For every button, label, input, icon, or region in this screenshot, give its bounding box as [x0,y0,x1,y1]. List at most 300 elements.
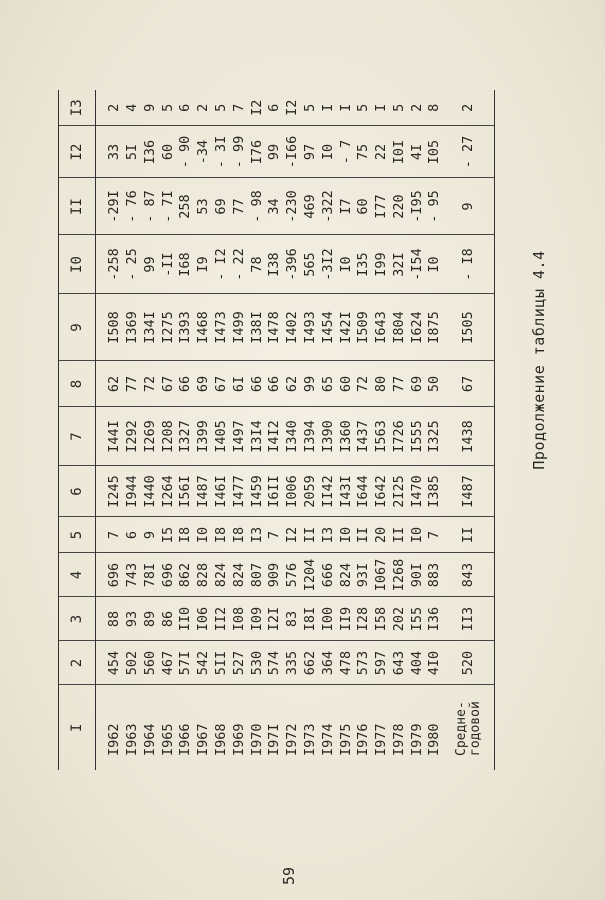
table-cell: -258 [96,235,124,294]
table-cell: 502 [124,641,142,685]
year-cell: I978 [390,723,407,756]
table-cell: - 87 [142,178,160,235]
table-cell: I0 [426,235,444,294]
year-cell: I969 [230,723,247,756]
table-cell: 542 [195,641,213,685]
average-cell: - I8 [444,235,495,294]
table-cell: -230 [284,178,302,235]
table-row [266,90,284,770]
table-cell: I [337,90,355,126]
year-cell: I970 [248,723,265,756]
table-cell: I38 [266,235,284,294]
table-cell: 32I [391,235,409,294]
table-cell: - 76 [124,178,142,235]
table-cell: 99 [302,361,320,407]
table-cell: I99 [373,235,391,294]
table-cell: 454 [96,641,124,685]
table-row [337,90,355,770]
table-cell: I402 [284,294,302,361]
table-cell: 573 [355,641,373,685]
column-header: 9 [59,294,96,361]
table-cell: -34 [195,126,213,178]
table-cell: I497 [231,407,249,466]
table-cell: I0 [337,235,355,294]
average-cell: 67 [444,361,495,407]
table-cell: 807 [248,553,266,597]
table-cell: I726 [391,407,409,466]
table-cell: I393 [177,294,195,361]
table-cell: I56I [177,466,195,517]
table-row [320,90,338,770]
table-cell: I360 [337,407,355,466]
table-cell: 60 [355,178,373,235]
table-cell: -I95 [409,178,427,235]
year-cell: I963 [123,723,140,756]
table-cell: 2 [96,90,124,126]
table-cell: 9 [142,517,160,553]
table-cell: -396 [284,235,302,294]
column-header: 5 [59,517,96,553]
table-cell: I508 [96,294,124,361]
header-row [59,90,96,770]
table-cell: 77 [391,361,409,407]
table-cell: 574 [266,641,284,685]
table-cell: 4I [409,126,427,178]
table-cell: I268 [391,553,409,597]
table-cell: 53 [195,178,213,235]
table-cell: 828 [195,553,213,597]
column-header: 7 [59,407,96,466]
column-header: 6 [59,466,96,517]
table-cell: I8 [177,517,195,553]
table-row [142,90,160,770]
table-cell: I369 [124,294,142,361]
table-cell: I44I [96,407,124,466]
table-cell: 643 [391,641,409,685]
table-cell: II9 [337,597,355,641]
year-cell: I97I [266,723,283,756]
table-row [409,90,427,770]
table-cell: - 98 [248,178,266,235]
table-cell: I643 [373,294,391,361]
table-cell: I437 [355,407,373,466]
table-cell: - 90 [177,126,195,178]
table-cell: 202 [391,597,409,641]
table-cell: 560 [142,641,160,685]
table-cell: I8I [302,597,320,641]
table-cell: 65 [320,361,338,407]
table-cell: II [302,517,320,553]
table-cell: I477 [231,466,249,517]
table-cell: I067 [373,553,391,597]
table-cell: 83 [284,597,302,641]
table-row [373,90,391,770]
table-cell: I06 [195,597,213,641]
table-cell: 2 [409,90,427,126]
table-cell: 2I25 [391,466,409,517]
table-cell: I208 [159,407,177,466]
table-cell: I08 [231,597,249,641]
table-cell: 6 [266,90,284,126]
table-cell: I [373,90,391,126]
column-header: I3 [59,90,96,126]
table-cell: I0 [320,126,338,178]
table-cell: I8 [213,517,231,553]
table-cell: I77 [373,178,391,235]
average-cell: 843 [444,553,495,597]
table-row [231,90,249,770]
table-cell: 220 [391,178,409,235]
table-cell: I468 [195,294,213,361]
table-cell: I269 [142,407,160,466]
table-cell: I204 [302,553,320,597]
average-label-line-1: Средне- [453,701,469,756]
table-cell: 9 [142,90,160,126]
table-cell: I385 [426,466,444,517]
table-cell: I499 [231,294,249,361]
year-cell: I977 [373,723,390,756]
table-cell: I944 [124,466,142,517]
table-cell: 2 [195,90,213,126]
table-cell: I05 [426,126,444,178]
year-cell: I973 [301,723,318,756]
table-cell: 78I [142,553,160,597]
table-cell: 69 [213,178,231,235]
table-cell: - 95 [426,178,444,235]
average-cell: II3 [444,597,495,641]
year-cell: I967 [195,723,212,756]
table-cell: I470 [409,466,427,517]
table-cell: I875 [426,294,444,361]
table-cell: 469 [302,178,320,235]
table-cell: 62 [96,361,124,407]
table-cell: 7 [96,517,124,553]
table-cell: I493 [302,294,320,361]
table-cell: 6 [177,90,195,126]
table-cell: I245 [96,466,124,517]
table-cell: I0 [195,517,213,553]
average-cell: 520 [444,641,495,685]
table-cell: I0I [391,126,409,178]
table-row [391,90,409,770]
column-header: 4 [59,553,96,597]
table-cell: I36 [142,126,160,178]
average-label [444,685,495,770]
table-cell: 2059 [302,466,320,517]
table-cell: 258 [177,178,195,235]
table-cell: I58 [373,597,391,641]
table-cell: 57I [177,641,195,685]
table-cell: - I2 [213,235,231,294]
table-cell: 7 [231,90,249,126]
table-cell: I275 [159,294,177,361]
average-cell: - 27 [444,126,495,178]
table-cell: I76 [248,126,266,178]
table-cell: 75 [355,126,373,178]
table-cell: I0 [337,517,355,553]
table-cell: I325 [426,407,444,466]
table-cell: II [355,517,373,553]
column-header: 2 [59,641,96,685]
table-cell: 696 [159,553,177,597]
table-cell: I0 [409,517,427,553]
table-cell: - 7 [337,126,355,178]
table-cell: -II [159,235,177,294]
table-cell: 77 [231,178,249,235]
year-cell: I979 [408,723,425,756]
table-cell: - 25 [124,235,142,294]
table-cell: I624 [409,294,427,361]
table-cell: I3I4 [248,407,266,466]
table-cell: -3I2 [320,235,338,294]
table-cell: 662 [302,641,320,685]
table-cell: I563 [373,407,391,466]
table-cell: I68 [177,235,195,294]
table-cell: 66 [248,361,266,407]
table-cell: 743 [124,553,142,597]
table-cell: - 7I [159,178,177,235]
column-header: I [59,685,96,770]
table-cell: 404 [409,641,427,685]
table-cell: I804 [391,294,409,361]
table-cell: 66 [177,361,195,407]
table-cell: I440 [142,466,160,517]
table-cell: 86 [159,597,177,641]
table-cell: 364 [320,641,338,685]
table-cell: II42 [320,466,338,517]
table-cell: I7 [337,178,355,235]
table-cell: 527 [231,641,249,685]
table-cell: 90I [409,553,427,597]
average-cell: I505 [444,294,495,361]
table-cell: I2 [284,90,302,126]
table-cell: 60 [337,361,355,407]
table-cell: 77 [124,361,142,407]
table-cell: I28 [355,597,373,641]
table-cell: 5 [391,90,409,126]
average-cell: II [444,517,495,553]
average-cell: 9 [444,178,495,235]
table-cell: 666 [320,553,338,597]
table-cell: I8 [231,517,249,553]
table-cell: I36 [426,597,444,641]
table-cell: 5II [213,641,231,685]
table-cell: 5 [213,90,231,126]
table-cell: 78 [248,235,266,294]
year-cell: I968 [212,723,229,756]
table-cell: I454 [320,294,338,361]
table-cell: 34 [266,178,284,235]
table-cell: I459 [248,466,266,517]
table-cell: 6I [231,361,249,407]
table-cell: I9 [195,235,213,294]
table-cell: - 3I [213,126,231,178]
table-cell: 335 [284,641,302,685]
table-cell: I642 [373,466,391,517]
table-cell: I394 [302,407,320,466]
table-cell: I327 [177,407,195,466]
table-cell: 72 [142,361,160,407]
column-header: 3 [59,597,96,641]
table-cell: II [391,517,409,553]
table-cell: 93 [124,597,142,641]
table-cell: I4I2 [266,407,284,466]
table-cell: 696 [96,553,124,597]
table-cell: 22 [373,126,391,178]
table-cell: I09 [248,597,266,641]
table-cell: 5 [302,90,320,126]
table-cell: I00 [320,597,338,641]
table-cell: I509 [355,294,373,361]
table-cell: 66 [266,361,284,407]
data-table [58,90,495,770]
table-cell: 467 [159,641,177,685]
table-row [426,90,444,770]
table-row [302,90,320,770]
table-cell: I644 [355,466,373,517]
table-cell: 60 [159,126,177,178]
table-cell: I3 [320,517,338,553]
table-cell: -29I [96,178,124,235]
table-cell: 5 [159,90,177,126]
table-cell: 824 [231,553,249,597]
year-cell: I975 [337,723,354,756]
table-cell: 99 [142,235,160,294]
table-cell: 7 [266,517,284,553]
table-body [96,90,495,770]
table-row [96,90,124,770]
table-cell: 597 [373,641,391,685]
table-cell: 5I [124,126,142,178]
table-cell: I43I [337,466,355,517]
table-cell: 478 [337,641,355,685]
column-header: I2 [59,126,96,178]
table-cell: - 22 [231,235,249,294]
average-cell: 2 [444,90,495,126]
table-cell: 93I [355,553,373,597]
table-cell: 72 [355,361,373,407]
column-header: I0 [59,235,96,294]
table-cell: II0 [177,597,195,641]
table-cell: I390 [320,407,338,466]
table-caption: Продолжение таблицы 4.4 [530,250,548,470]
table-cell: I38I [248,294,266,361]
table-row [177,90,195,770]
table-cell: 824 [337,553,355,597]
table-cell: I2I [266,597,284,641]
table-cell: I35 [355,235,373,294]
table-row [284,90,302,770]
table-cell: I555 [409,407,427,466]
table-cell: I487 [195,466,213,517]
table-cell: 7 [426,517,444,553]
table-cell: 20 [373,517,391,553]
table-cell: 67 [213,361,231,407]
year-cell: I980 [426,723,443,756]
table-cell: I340 [284,407,302,466]
year-cell: I974 [319,723,336,756]
table-cell: I292 [124,407,142,466]
table-cell: I2 [284,517,302,553]
table-row [159,90,177,770]
year-cell: I976 [355,723,372,756]
table-cell: 5 [355,90,373,126]
table-cell: I55 [409,597,427,641]
column-header: 8 [59,361,96,407]
table-cell: 89 [142,597,160,641]
table-cell: - 99 [231,126,249,178]
table-cell: II2 [213,597,231,641]
table-cell: I3 [248,517,266,553]
table-cell: I5 [159,517,177,553]
table-row [355,90,373,770]
year-cell: I962 [106,723,123,756]
average-label-line-2: годовой [468,701,484,756]
table-cell: 530 [248,641,266,685]
table-cell: I478 [266,294,284,361]
table-cell: 565 [302,235,320,294]
table-row [248,90,266,770]
table-cell: -I66 [284,126,302,178]
table-cell: 80 [373,361,391,407]
average-cell: I438 [444,407,495,466]
table-cell: 99 [266,126,284,178]
table-cell: I473 [213,294,231,361]
table-row [213,90,231,770]
table-cell: I42I [337,294,355,361]
table-cell: -I54 [409,235,427,294]
year-cell: I964 [141,723,158,756]
table-cell: 576 [284,553,302,597]
table-cell: I34I [142,294,160,361]
table-cell: 4 [124,90,142,126]
table-cell: 67 [159,361,177,407]
table-row [195,90,213,770]
table-cell: 824 [213,553,231,597]
table-cell: I006 [284,466,302,517]
table-cell: I264 [159,466,177,517]
table-cell: -322 [320,178,338,235]
column-header: II [59,178,96,235]
average-cell: I487 [444,466,495,517]
table-cell: I2 [248,90,266,126]
table-cell: 69 [195,361,213,407]
table-cell: I399 [195,407,213,466]
table-cell: 909 [266,553,284,597]
table-cell: 4I0 [426,641,444,685]
table-cell: 50 [426,361,444,407]
year-cell: I966 [177,723,194,756]
table-cell: 69 [409,361,427,407]
average-row [444,90,495,770]
table-cell: 6 [124,517,142,553]
table-cell: 33 [96,126,124,178]
table-cell: 97 [302,126,320,178]
page-number: 59 [280,866,298,885]
table-cell: 883 [426,553,444,597]
table-cell: 8 [426,90,444,126]
table-cell: I [320,90,338,126]
table-row [124,90,142,770]
year-cell: I972 [284,723,301,756]
table-cell: 88 [96,597,124,641]
table-cell: I405 [213,407,231,466]
year-cell: I965 [159,723,176,756]
table-cell: 62 [284,361,302,407]
table-cell: I46I [213,466,231,517]
table-cell: I6II [266,466,284,517]
table-cell: 862 [177,553,195,597]
